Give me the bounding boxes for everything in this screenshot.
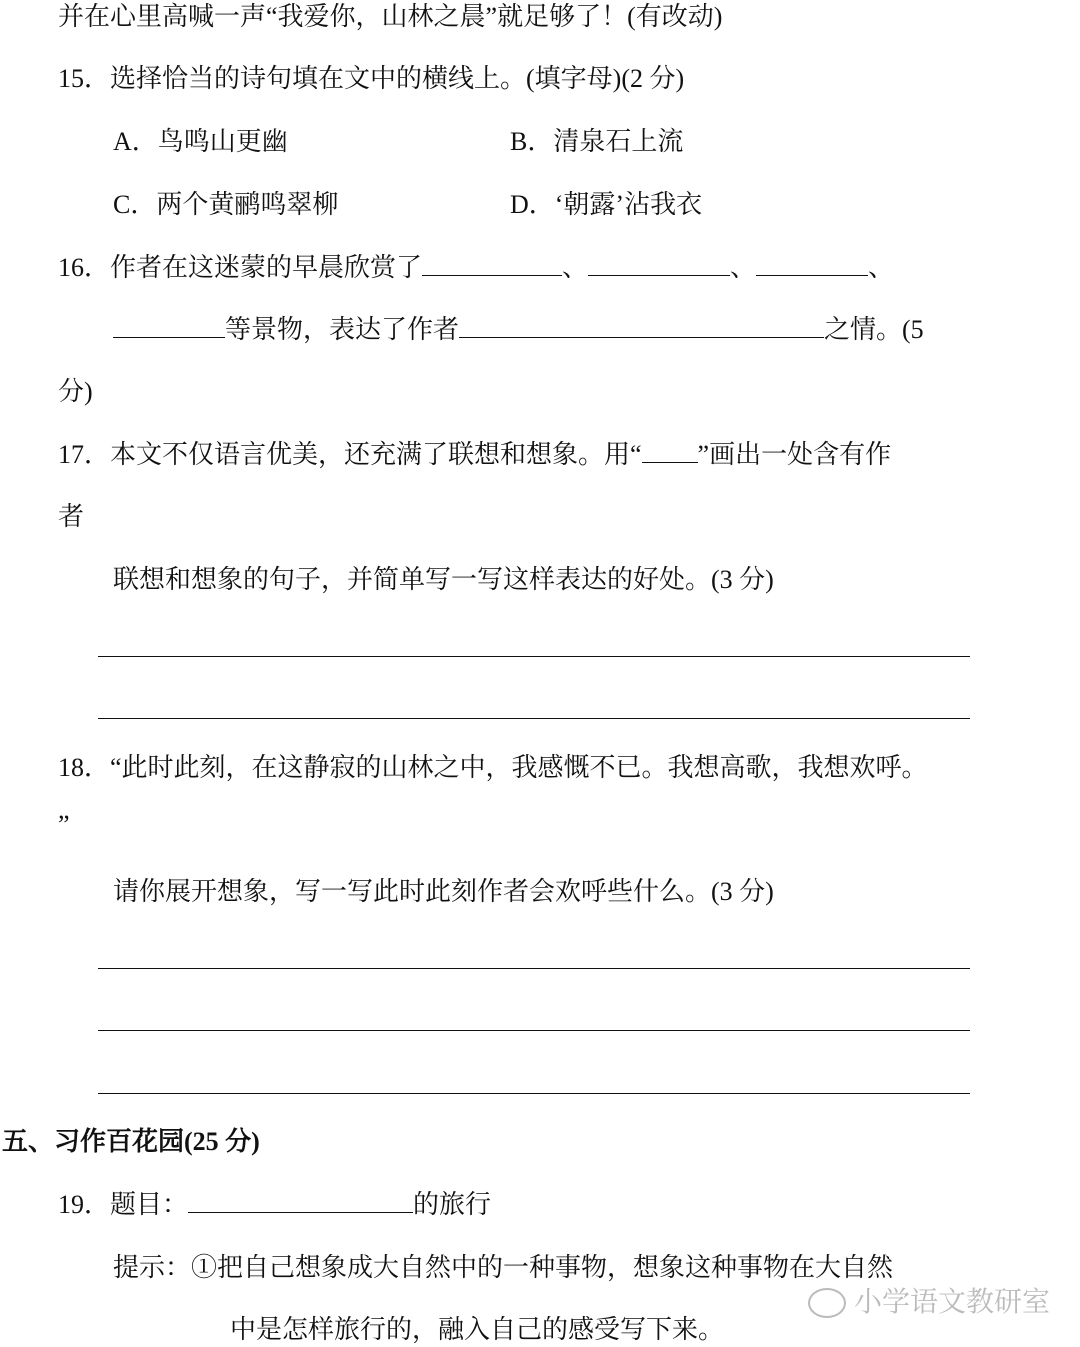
q17-part1: 17．本文不仅语言优美，还充满了联想和想象。用“ <box>58 440 642 469</box>
q16-blank-5[interactable] <box>459 313 824 338</box>
q16-line2 <box>113 313 924 347</box>
q18-part1: 18．“此时此刻，在这静寂的山林之中，我感慨不已。我想高歌，我想欢呼。 <box>58 753 928 782</box>
q17-underline-sample <box>642 438 698 463</box>
q16-part3: 之情。(5 <box>824 315 924 344</box>
q19-title-blank[interactable] <box>188 1188 413 1213</box>
q19-label: 19．题目： <box>58 1190 189 1219</box>
q18-answer-line-1[interactable] <box>98 968 970 969</box>
watermark-text: 小学语文教研室 <box>854 1285 1051 1318</box>
q15-option-a: A．鸟鸣山更幽 <box>113 127 288 156</box>
q18-answer-line-2[interactable] <box>98 1030 970 1031</box>
q15-option-d: D．‘朝露’沾我衣 <box>510 190 703 219</box>
q17-part2: ”画出一处含有作 <box>697 440 892 469</box>
q16-part2: 等景物，表达了作者 <box>225 315 460 344</box>
intro-tail: 并在心里高喊一声“我爱你，山林之晨”就足够了！(有改动) <box>58 2 723 31</box>
q15-text: 15．选择恰当的诗句填在文中的横线上。(填字母)(2 分) <box>58 64 685 93</box>
watermark <box>808 1280 1050 1320</box>
q15-option-c: C．两个黄鹂鸣翠柳 <box>113 190 339 219</box>
q15-option-b: B．清泉石上流 <box>510 127 684 156</box>
q19-suffix: 的旅行 <box>413 1190 492 1219</box>
q17-line1 <box>58 438 891 472</box>
q18-answer-line-3[interactable] <box>98 1093 970 1094</box>
wechat-icon <box>808 1288 846 1318</box>
separator: 、 <box>730 253 757 282</box>
q16-blank-3[interactable] <box>756 251 868 276</box>
q18-part2: ” <box>58 810 70 839</box>
q18-part3: 请你展开想象，写一写此时此刻作者会欢呼些什么。(3 分) <box>113 877 774 906</box>
separator: 、 <box>868 253 895 282</box>
q19-title-line <box>58 1188 491 1222</box>
q17-answer-line-1[interactable] <box>98 656 970 657</box>
q19-hint1: 提示：①把自己想象成大自然中的一种事物，想象这种事物在大自然 <box>113 1253 894 1282</box>
q17-answer-line-2[interactable] <box>98 718 970 719</box>
q16-blank-4[interactable] <box>113 313 225 338</box>
separator: 、 <box>562 253 589 282</box>
q17-part3: 者 <box>58 502 85 531</box>
q16-part1: 16．作者在这迷蒙的早晨欣赏了 <box>58 253 423 282</box>
q16-part4: 分) <box>58 377 93 406</box>
section-heading: 五、习作百花园(25 分) <box>2 1127 260 1156</box>
q17-part4: 联想和想象的句子，并简单写一写这样表达的好处。(3 分) <box>113 565 774 594</box>
q16-line1 <box>58 251 894 285</box>
q19-hint2: 中是怎样旅行的，融入自己的感受写下来。 <box>230 1315 725 1344</box>
q16-blank-2[interactable] <box>588 251 730 276</box>
q16-blank-1[interactable] <box>422 251 562 276</box>
